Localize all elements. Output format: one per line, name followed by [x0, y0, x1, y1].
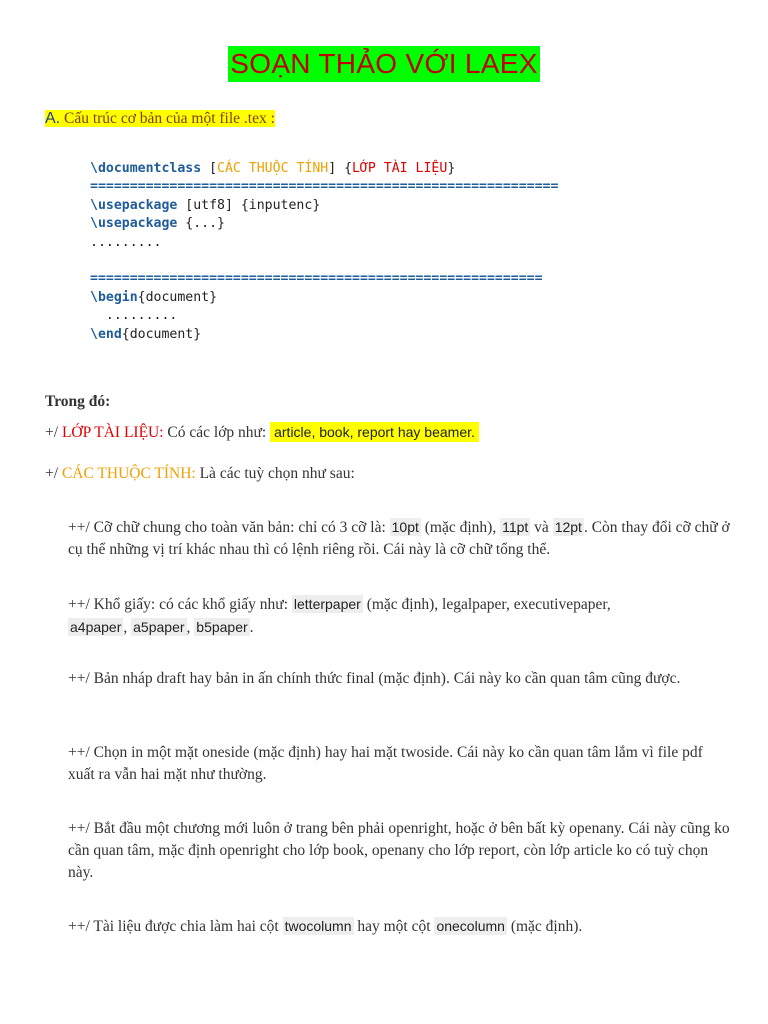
value-chip: 12pt — [554, 519, 582, 535]
code-text: [ — [201, 161, 218, 176]
code-options: CÁC THUỘC TÍNH — [217, 161, 329, 176]
paragraph-columns — [68, 915, 733, 938]
code-keyword: \begin — [90, 289, 138, 305]
code-text: {document} — [137, 289, 218, 305]
trong-do-heading: Trong đó: — [45, 393, 111, 410]
value-chip: a4paper — [70, 619, 122, 635]
code-keyword: \documentclass — [90, 161, 202, 176]
lop-label: LỚP TÀI LIỆU: — [61, 424, 164, 441]
code-keyword: \end — [90, 326, 122, 342]
thuoc-text: Là các tuỳ chọn như sau: — [195, 465, 355, 482]
code-text: } — [447, 161, 456, 176]
code-text: ......... — [90, 308, 178, 324]
text: ++/ Tài liệu được chia làm hai cột — [68, 918, 283, 935]
value-chip: twocolumn — [284, 918, 352, 934]
lop-values: article, book, report hay beamer. — [270, 422, 479, 442]
thuoc-tinh-line — [45, 463, 735, 485]
value-chip: 11pt — [502, 519, 529, 535]
code-text: ......... — [90, 234, 162, 250]
bullet: +/ — [45, 424, 62, 441]
title-wrap — [0, 46, 768, 82]
lop-text: Có các lớp như: — [163, 424, 271, 441]
code-class: LỚP TÀI LIỆU — [352, 161, 448, 176]
text: ++/ Khổ giấy: có các khổ giấy như: — [68, 596, 292, 613]
code-separator: =========================================================== — [90, 179, 559, 195]
text: , — [123, 619, 132, 636]
text: . — [249, 619, 254, 636]
section-a-heading — [45, 110, 275, 128]
value-chip: onecolumn — [436, 918, 505, 934]
thuoc-label: CÁC THUỘC TÍNH: — [61, 465, 196, 482]
text: , — [186, 619, 195, 636]
text: . Còn thay đổi cỡ chữ ở cụ thể những vị trí khác nhau thì có lệnh riêng rồi. Cái này là cỡ chữ tổng thể. — [68, 519, 730, 558]
code-separator: ========================================================= — [90, 271, 543, 287]
text: hay một cột — [353, 918, 435, 935]
lop-tai-lieu-line — [45, 421, 735, 444]
code-text: ] { — [328, 161, 353, 176]
text: ++/ Cỡ chữ chung cho toàn văn bản: chỉ có 3 cỡ là: — [68, 519, 390, 536]
value-chip: b5paper — [196, 619, 248, 635]
text: và — [530, 519, 553, 536]
bullet: +/ — [45, 465, 62, 482]
text: (mặc định), — [420, 519, 501, 536]
paragraph-font-size — [68, 516, 733, 561]
text: (mặc định), legalpaper, executivepaper, — [362, 596, 611, 613]
value-chip: letterpaper — [293, 596, 361, 612]
section-a-highlight — [45, 110, 275, 127]
paragraph-openright: ++/ Bắt đầu một chương mới luôn ở trang bên phải openright, hoặc ở bên bất kỳ openany. Cái này cũng ko cần quan tâm, mặc định openright cho lớp book, openany cho lớp report, còn lớp article ko có tuỳ chọn này. — [68, 820, 730, 881]
section-a-text: Cấu trúc cơ bản của một file .tex : — [60, 110, 275, 127]
text: (mặc định). — [506, 918, 583, 935]
code-text: [utf8] {inputenc} — [177, 197, 321, 213]
code-text: {document} — [121, 326, 202, 342]
code-block — [90, 160, 558, 344]
paragraph-draft: ++/ Bản nháp draft hay bản in ấn chính thức final (mặc định). Cái này ko cần quan tâm cũng được. — [68, 670, 681, 687]
paragraph-paper-size — [68, 593, 628, 639]
code-keyword: \usepackage — [90, 197, 178, 213]
paragraph-oneside: ++/ Chọn in một mặt oneside (mặc định) hay hai mặt twoside. Cái này ko cần quan tâm lắm vì file pdf xuất ra vẫn hai mặt như thường. — [68, 744, 703, 783]
value-chip: 10pt — [391, 519, 419, 535]
code-keyword: \usepackage — [90, 216, 178, 232]
value-chip: a5paper — [133, 619, 185, 635]
code-text: {...} — [177, 216, 225, 232]
section-a-letter: A. — [45, 110, 61, 127]
page-title: SOẠN THẢO VỚI LAEX — [228, 46, 539, 82]
